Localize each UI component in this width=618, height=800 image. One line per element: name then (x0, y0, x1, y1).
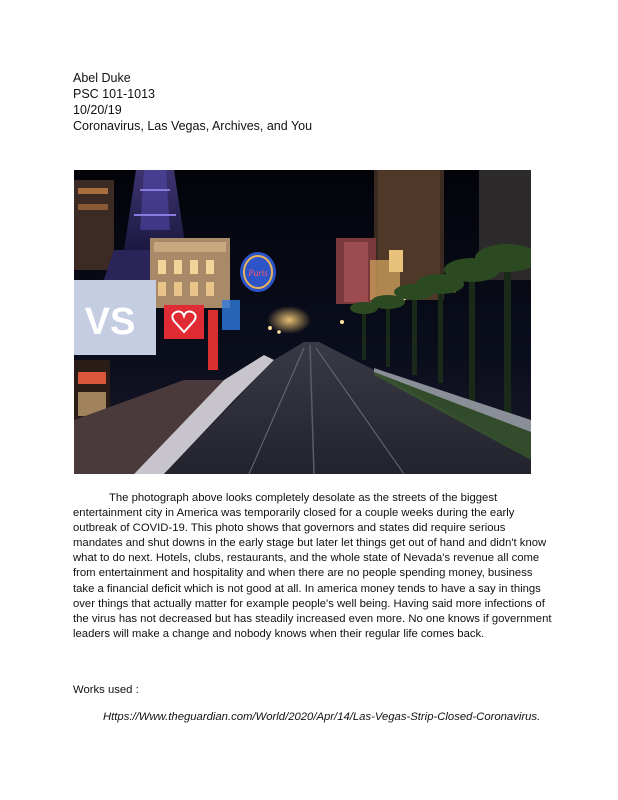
document-date: 10/20/19 (73, 103, 122, 117)
document-title: Coronavirus, Las Vegas, Archives, and You (73, 119, 313, 133)
las-vegas-strip-photo (74, 170, 531, 474)
document-header (73, 70, 312, 134)
works-used-label: Works used : (73, 684, 139, 696)
body-paragraph: The photograph above looks completely desolate as the streets of the biggest entertainment city in America was temporarily closed for a couple weeks during the early outbreak of COVID-19. This photo shows that governors and states did require serious mandates and shut downs in the early stage but later let things get out of hand and didn't know what to do next. Hotels, clubs, restaurants, and the whole state of Nevada's revenue all come from entertainment and hospitality and when there are no people spending money, business take a financial deficit which is not good at all. In america money tends to have a say in things over things that actually matter for example people's well being. Having said more infections of the virus has not decreased but has steadily increased even more. No one knows if government leaders will make a change and nobody knows when their regular life comes back. (73, 492, 552, 640)
course-code: PSC 101-1013 (73, 87, 156, 101)
balloon-sign-text: Paris (248, 268, 268, 278)
citation-link: Https://Www.theguardian.com/World/2020/Apr/14/Las-Vegas-Strip-Closed-Coronavirus. (103, 711, 541, 723)
led-screen-text: VS (84, 301, 136, 343)
author-name: Abel Duke (73, 71, 131, 85)
